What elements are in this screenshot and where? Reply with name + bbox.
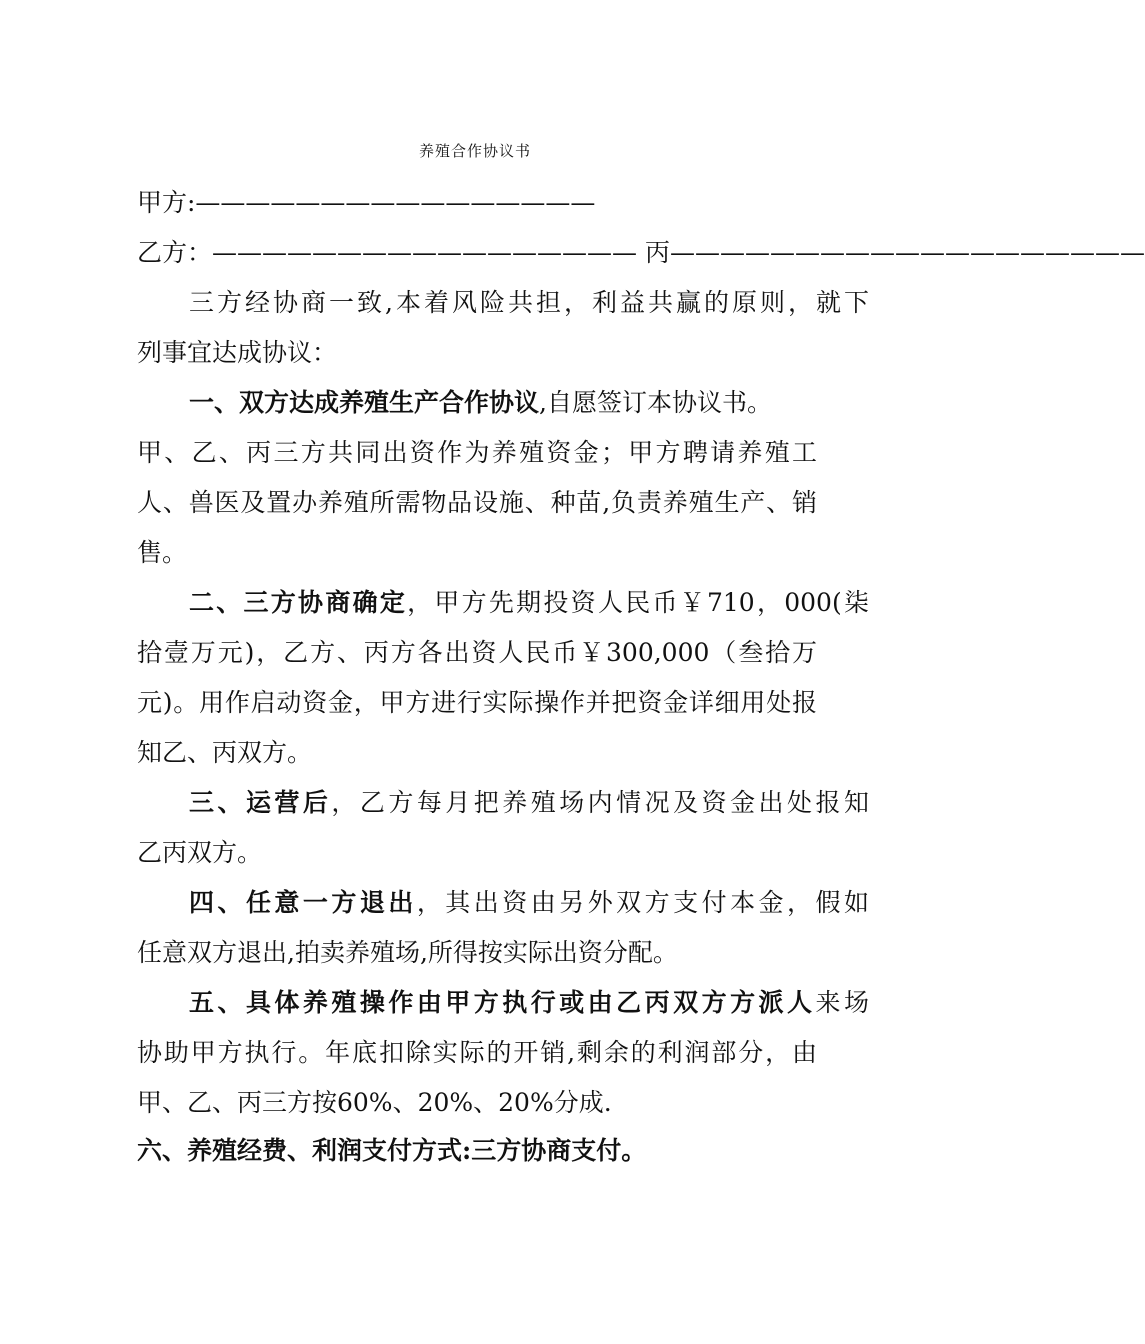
intro-line-1: 三方经协商一致,本着风险共担，利益共赢的原则，就下 [189, 288, 869, 317]
section-2-heading: 二、三方协商确定 [189, 588, 408, 617]
section-3-line-2: 乙丙双方。 [137, 838, 263, 867]
section-2-line-4: 知乙、丙双方。 [137, 738, 313, 767]
section-1-line-3: 人、兽医及置办养殖所需物品设施、种苗,负责养殖生产、销 [137, 488, 817, 517]
section-1-line-1 [137, 388, 869, 418]
section-3-heading: 三、运营后 [189, 788, 332, 817]
document-title: 养殖合作协议书 [418, 142, 531, 160]
section-6-line: 六、养殖经费、利润支付方式:三方协商支付。 [137, 1136, 647, 1165]
section-1-line-4: 售。 [137, 538, 188, 567]
section-2-line-1-text: ，甲方先期投资人民币￥710，000(柒 [407, 588, 869, 617]
section-3-line-1-text: ，乙方每月把养殖场内情况及资金出处报知 [331, 788, 869, 817]
section-4-heading: 四、任意一方退出 [189, 888, 417, 917]
section-1-line-2: 甲、乙、丙三方共同出资作为养殖资金；甲方聘请养殖工 [137, 438, 817, 467]
section-5-heading: 五、具体养殖操作由甲方执行或由乙丙双方方派人 [189, 988, 816, 1017]
section-2-line-3: 元)。用作启动资金，甲方进行实际操作并把资金详细用处报 [137, 688, 817, 717]
section-5-line-3: 甲、乙、丙三方按60%、20%、20%分成. [137, 1088, 612, 1117]
party-bc-line: 乙方：————————————————— 丙——————————————————— [137, 238, 1145, 267]
section-2-line-1 [137, 588, 869, 618]
section-4-line-1 [137, 888, 869, 918]
section-5-line-1-text: 来场 [815, 988, 869, 1017]
section-4-line-1-text: ，其出资由另外双方支付本金，假如 [416, 888, 869, 917]
intro-line-2: 列事宜达成协议： [137, 338, 338, 367]
section-4-line-2: 任意双方退出,拍卖养殖场,所得按实际出资分配。 [137, 938, 678, 967]
section-5-line-1 [137, 988, 869, 1018]
party-a-line: 甲方:———————————————— [137, 188, 596, 217]
section-3-line-1 [137, 788, 869, 818]
section-2-line-2: 拾壹万元)，乙方、丙方各出资人民币￥300,000（叁拾万 [137, 638, 817, 667]
section-1-heading: 一、双方达成养殖生产合作协议 [189, 388, 540, 417]
section-1-line-1-text: ,自愿签订本协议书。 [539, 388, 772, 417]
section-5-line-2: 协助甲方执行。年底扣除实际的开销,剩余的利润部分，由 [137, 1038, 817, 1067]
